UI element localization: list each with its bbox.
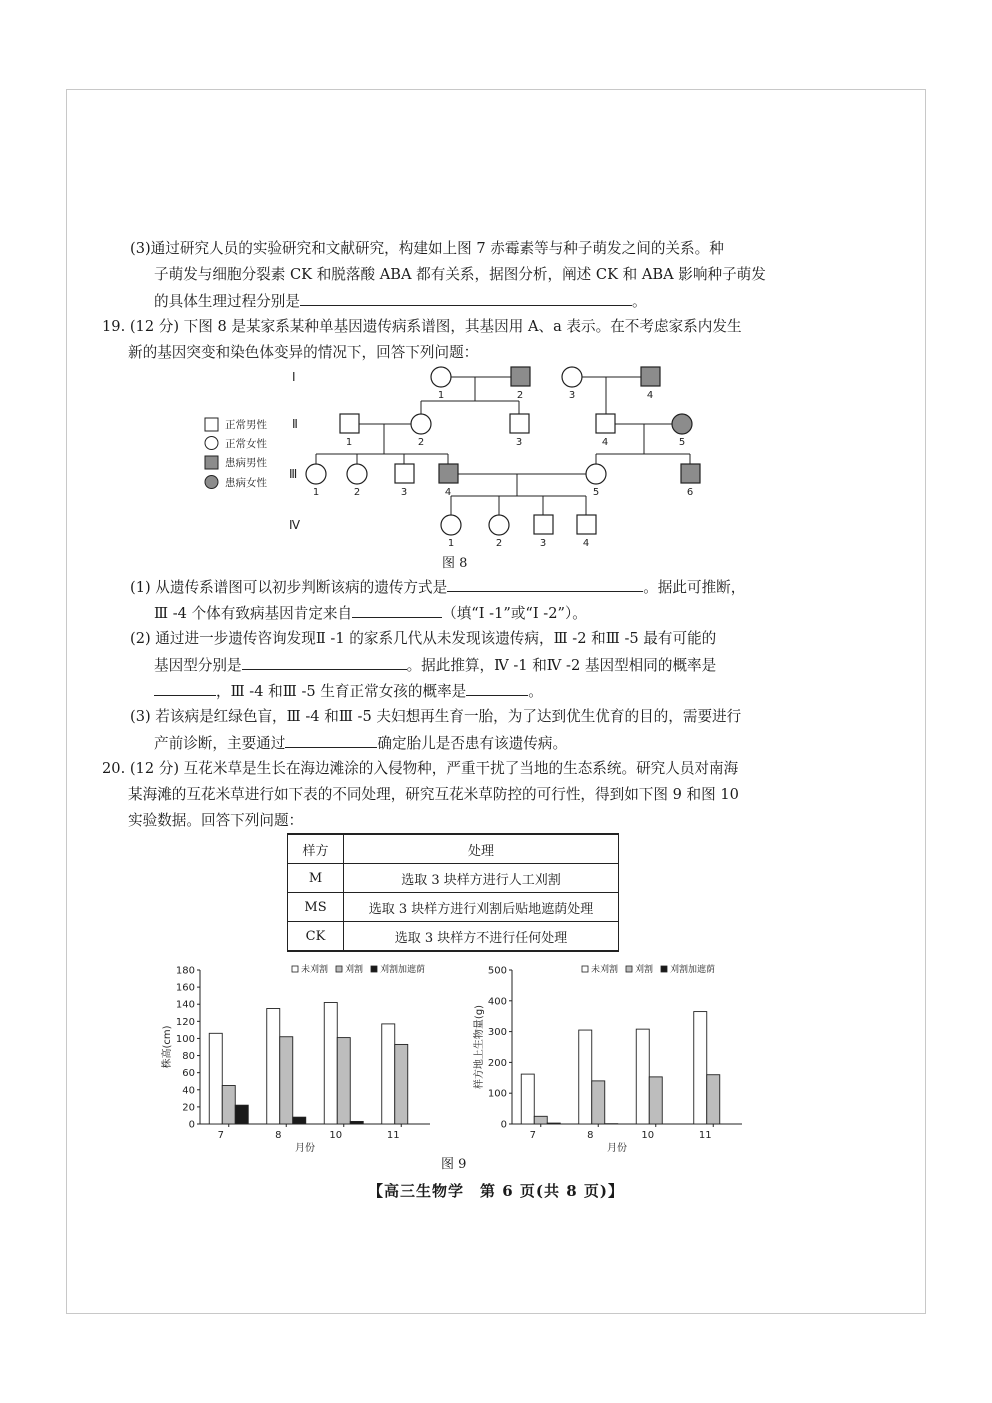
- bar: [267, 1009, 280, 1125]
- pedigree-affected-male: [511, 367, 530, 386]
- x-axis-label: 月份: [295, 1143, 315, 1153]
- q19-s1-text: Ⅲ -4 个体有致病基因肯定来自: [154, 605, 353, 622]
- legend-swatch: [626, 966, 632, 972]
- q19-line1: 19. (12 分) 下图 8 是某家系某种单基因遗传病系谱图，其基因用 A、a 表示。在不考虑家系内发生: [102, 318, 742, 335]
- figure-9-caption: 图 9: [441, 1157, 467, 1172]
- y-tick-label: 200: [487, 1057, 507, 1069]
- treatment-table: [287, 833, 619, 952]
- pedigree-normal-female: [562, 367, 582, 387]
- x-axis-label: 月份: [607, 1143, 627, 1153]
- bar: [694, 1012, 707, 1124]
- table-header-row: [288, 834, 619, 864]
- table-cell: 选取 3 块样方进行人工刈割: [344, 864, 619, 893]
- pedigree-affected-male: [641, 367, 660, 386]
- legend-label: 刈割加遮荫: [670, 965, 716, 975]
- answer-blank[interactable]: [352, 600, 442, 618]
- y-tick-label: 500: [487, 965, 507, 977]
- answer-blank[interactable]: [447, 574, 643, 592]
- x-tick-label: 8: [587, 1130, 594, 1141]
- pedigree-normal-female: [411, 414, 431, 434]
- individual-number: 5: [592, 487, 600, 498]
- q20-line2: 某海滩的互花米草进行如下表的不同处理，研究互花米草防控的可行性，得到如下图 9 和图 10: [128, 786, 739, 803]
- x-tick-label: 11: [386, 1130, 400, 1141]
- pedigree-normal-female: [489, 515, 509, 535]
- q19-s3-line2: [154, 730, 567, 757]
- bar: [592, 1081, 605, 1124]
- y-tick-label: 100: [487, 1088, 507, 1100]
- q18-3-line3: [154, 288, 647, 315]
- table-row: [288, 922, 619, 952]
- pedigree-affected-female: [672, 414, 692, 434]
- individual-number: 4: [444, 487, 452, 498]
- individual-number: 2: [516, 390, 524, 401]
- legend-normal-female-icon: [205, 437, 218, 450]
- pedigree-normal-male: [596, 414, 615, 433]
- pedigree-normal-male: [340, 414, 359, 433]
- pedigree-normal-female: [586, 464, 606, 484]
- individual-number: 1: [447, 538, 455, 549]
- y-tick-label: 100: [175, 1033, 195, 1045]
- generation-label: Ⅲ: [289, 467, 298, 481]
- x-tick-label: 8: [275, 1130, 282, 1141]
- q19-s3-text: 确定胎儿是否患有该遗传病。: [377, 735, 568, 752]
- q19-s2-line3: [154, 678, 543, 705]
- y-tick-label: 140: [175, 999, 195, 1011]
- pedigree-affected-male: [681, 464, 700, 483]
- individual-number: 1: [345, 437, 353, 448]
- individual-number: 3: [515, 437, 523, 448]
- individual-number: 1: [312, 487, 320, 498]
- q20-line1: 20. (12 分) 互花米草是生长在海边滩涂的入侵物种，严重干扰了当地的生态系统。研究人员对南海: [102, 760, 739, 777]
- pedigree-figure: [190, 360, 730, 550]
- pedigree-normal-male: [577, 515, 596, 534]
- q19-s3-text: 产前诊断，主要通过: [154, 735, 286, 752]
- table-cell: 选取 3 块样方进行刈割后贴地遮荫处理: [344, 893, 619, 922]
- pedigree-affected-male: [439, 464, 458, 483]
- pedigree-normal-female: [306, 464, 326, 484]
- pedigree-normal-female: [347, 464, 367, 484]
- q19-s1-text: (1) 从遗传系谱图可以初步判断该病的遗传方式是: [130, 579, 448, 596]
- bar: [521, 1074, 534, 1124]
- table-cell: CK: [288, 922, 344, 952]
- q18-3-line3-end: 。: [631, 293, 647, 310]
- biomass-bar-chart: [462, 958, 762, 1153]
- individual-number: 4: [582, 538, 590, 549]
- table-cell: M: [288, 864, 344, 893]
- pedigree-legend: [205, 418, 267, 489]
- legend-label: 刈割: [635, 965, 654, 975]
- q18-3-line1: (3)通过研究人员的实验研究和文献研究，构建如上图 7 赤霉素等与种子萌发之间的关系。种: [130, 240, 724, 257]
- q19-s3-line1: (3) 若该病是红绿色盲，Ⅲ -4 和Ⅲ -5 夫妇想再生育一胎，为了达到优生优育的目的，需要进行: [130, 708, 742, 725]
- legend-label: 患病女性: [225, 477, 267, 489]
- legend-label: 未刈割: [301, 965, 329, 975]
- individual-number: 1: [437, 390, 445, 401]
- pedigree-normal-male: [395, 464, 414, 483]
- bar: [235, 1105, 248, 1124]
- y-tick-label: 160: [175, 982, 195, 994]
- y-tick-label: 300: [487, 1027, 507, 1039]
- bar: [209, 1033, 222, 1124]
- pedigree-normal-female: [431, 367, 451, 387]
- y-tick-label: 180: [175, 965, 195, 977]
- generation-label: Ⅰ: [292, 370, 296, 384]
- pedigree-normal-female: [441, 515, 461, 535]
- y-tick-label: 80: [182, 1051, 195, 1063]
- x-tick-label: 7: [529, 1130, 536, 1141]
- legend-label: 正常女性: [225, 438, 267, 450]
- bar: [293, 1117, 306, 1124]
- legend-label: 正常男性: [225, 419, 267, 431]
- y-tick-label: 0: [500, 1119, 507, 1131]
- table-header-cell: 处理: [344, 834, 619, 864]
- legend-swatch: [292, 966, 298, 972]
- answer-blank[interactable]: [242, 652, 407, 670]
- table-cell: 选取 3 块样方不进行任何处理: [344, 922, 619, 952]
- q19-s2-text: ，Ⅲ -4 和Ⅲ -5 生育正常女孩的概率是: [216, 683, 467, 700]
- x-tick-label: 10: [641, 1130, 655, 1141]
- answer-blank[interactable]: [300, 288, 632, 306]
- legend-label: 刈割加遮荫: [380, 965, 426, 975]
- q19-s1-line2: [154, 600, 587, 627]
- bar: [649, 1077, 662, 1124]
- individual-number: 2: [417, 437, 425, 448]
- figure-8-caption: 图 8: [442, 556, 468, 571]
- legend-swatch: [661, 966, 667, 972]
- bar: [280, 1037, 293, 1124]
- bar: [547, 1123, 560, 1124]
- pedigree-normal-male: [534, 515, 553, 534]
- q19-s2-text: 基因型分别是: [154, 657, 242, 674]
- answer-blank[interactable]: [154, 678, 216, 696]
- individual-number: 3: [539, 538, 547, 549]
- bar: [382, 1024, 395, 1124]
- q19-s1-text: （填“Ⅰ -1”或“Ⅰ -2”）。: [442, 605, 587, 622]
- y-axis-label: 株高(cm): [162, 1025, 173, 1069]
- generation-label: Ⅱ: [292, 417, 298, 431]
- answer-blank[interactable]: [466, 678, 528, 696]
- individual-number: 2: [495, 538, 503, 549]
- q18-3-line3-text: 的具体生理过程分别是: [154, 293, 300, 310]
- x-tick-label: 7: [217, 1130, 224, 1141]
- legend-label: 刈割: [345, 965, 364, 975]
- legend-label: 未刈割: [591, 965, 619, 975]
- y-axis-label: 样方地上生物量(g): [474, 1004, 485, 1090]
- individual-number: 2: [353, 487, 361, 498]
- q19-s1-line1: [130, 574, 745, 601]
- bar: [324, 1003, 337, 1124]
- table-header-cell: 样方: [288, 834, 344, 864]
- table-cell: MS: [288, 893, 344, 922]
- bar: [707, 1075, 720, 1124]
- bar: [395, 1044, 408, 1124]
- bar: [579, 1030, 592, 1124]
- generation-label: Ⅳ: [289, 518, 301, 532]
- bar: [222, 1086, 235, 1125]
- q19-s1-text: 。据此可推断，: [643, 579, 746, 596]
- x-tick-label: 10: [329, 1130, 343, 1141]
- y-tick-label: 120: [175, 1016, 195, 1028]
- legend-label: 患病男性: [225, 457, 267, 469]
- individual-number: 4: [646, 390, 654, 401]
- table-row: [288, 893, 619, 922]
- individual-number: 3: [400, 487, 408, 498]
- legend-swatch: [336, 966, 342, 972]
- answer-blank[interactable]: [285, 730, 377, 748]
- legend-swatch: [371, 966, 377, 972]
- y-tick-label: 0: [188, 1119, 195, 1131]
- legend-normal-male-icon: [205, 418, 218, 431]
- bar: [636, 1029, 649, 1124]
- table-row: [288, 864, 619, 893]
- y-tick-label: 20: [182, 1102, 195, 1114]
- pedigree-normal-male: [510, 414, 529, 433]
- q20-line3: 实验数据。回答下列问题：: [128, 812, 304, 829]
- q19-s2-text: 。据此推算，Ⅳ -1 和Ⅳ -2 基因型相同的概率是: [406, 657, 717, 674]
- individual-number: 4: [601, 437, 609, 448]
- legend-swatch: [582, 966, 588, 972]
- y-tick-label: 60: [182, 1068, 195, 1080]
- legend-affected-male-icon: [205, 456, 218, 469]
- q19-s2-text: 。: [528, 683, 543, 700]
- individual-number: 5: [678, 437, 686, 448]
- height-bar-chart: [150, 958, 450, 1153]
- individual-number: 3: [568, 390, 576, 401]
- individual-number: 6: [686, 487, 694, 498]
- y-tick-label: 400: [487, 996, 507, 1008]
- bar: [534, 1116, 547, 1124]
- x-tick-label: 11: [698, 1130, 712, 1141]
- y-tick-label: 40: [182, 1085, 195, 1097]
- q18-3-line2: 子萌发与细胞分裂素 CK 和脱落酸 ABA 都有关系，据图分析，阐述 CK 和 ABA 影响种子萌发: [154, 266, 766, 283]
- legend-affected-female-icon: [205, 476, 218, 489]
- page-footer: 【高三生物学 第 6 页(共 8 页)】: [368, 1182, 624, 1200]
- q19-line2: 新的基因突变和染色体变异的情况下，回答下列问题：: [128, 344, 479, 361]
- bar: [337, 1038, 350, 1124]
- q19-s2-line1: (2) 通过进一步遗传咨询发现Ⅱ -1 的家系几代从未发现该遗传病，Ⅲ -2 和Ⅲ -5 最有可能的: [130, 630, 717, 647]
- q19-s2-line2: [154, 652, 716, 679]
- bar: [350, 1121, 363, 1124]
